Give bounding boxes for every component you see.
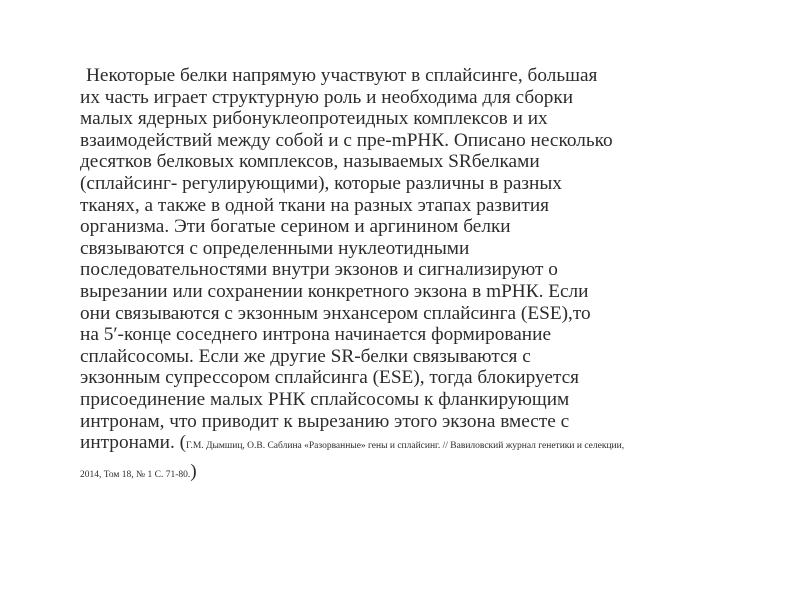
text-line: десятков белковых комплексов, называемых SRбелками <box>80 151 540 173</box>
text-line: (сплайсинг- регулирующими), которые различны в разных <box>80 172 562 194</box>
text-line: они связываются с экзонным энхансером сплайсинга (ESE),то <box>80 302 591 324</box>
text-line: взаимодействий между собой и с пре-mРНК. Описано несколько <box>80 129 613 151</box>
citation-open-paren: ( <box>179 432 187 454</box>
text-line: Некоторые белки напрямую участвуют в сплайсинге, большая <box>86 65 598 86</box>
text-line: тканях, а также в одной ткани на разных этапах развития <box>80 194 550 216</box>
text-line-last <box>80 432 745 458</box>
text-line: на 5′-конце соседнего интрона начинается формирование <box>80 324 551 346</box>
text-line: организма. Эти богатые серином и аргинином белки <box>80 216 511 238</box>
text-line: вырезании или сохранении конкретного экзона в mРНК. Если <box>80 280 589 302</box>
text-line: экзонным супрессором сплайсинга (ESE), тогда блокируется <box>80 367 580 389</box>
citation-close-paren: ) <box>190 460 197 482</box>
text-line: присоединение малых РНК сплайсосомы к фланкирующим <box>80 388 570 410</box>
main-paragraph <box>80 65 745 485</box>
citation-text-continued: 2014, Том 18, № 1 С. 71-80. <box>80 469 191 480</box>
text-line: сплайсосомы. Если же другие SR-белки связываются с <box>80 345 531 367</box>
text-line: последовательностями внутри экзонов и сигнализируют о <box>80 259 558 281</box>
citation-text: Г.М. Дымшиц, О.В. Саблина «Разорванные» гены и сплайсинг. // Вавиловский журнал генетики и селекции, <box>186 441 625 452</box>
text-line: интронам, что приводит к вырезанию этого экзона вместе с <box>80 410 570 432</box>
text-line: малых ядерных рибонуклеопротеидных комплексов и их <box>80 108 548 130</box>
last-line-text: интронами. <box>80 432 180 454</box>
citation-line <box>80 462 745 485</box>
text-line: связываются с определенными нуклеотидными <box>80 237 470 259</box>
text-line: их часть играет структурную роль и необходима для сборки <box>80 86 574 108</box>
